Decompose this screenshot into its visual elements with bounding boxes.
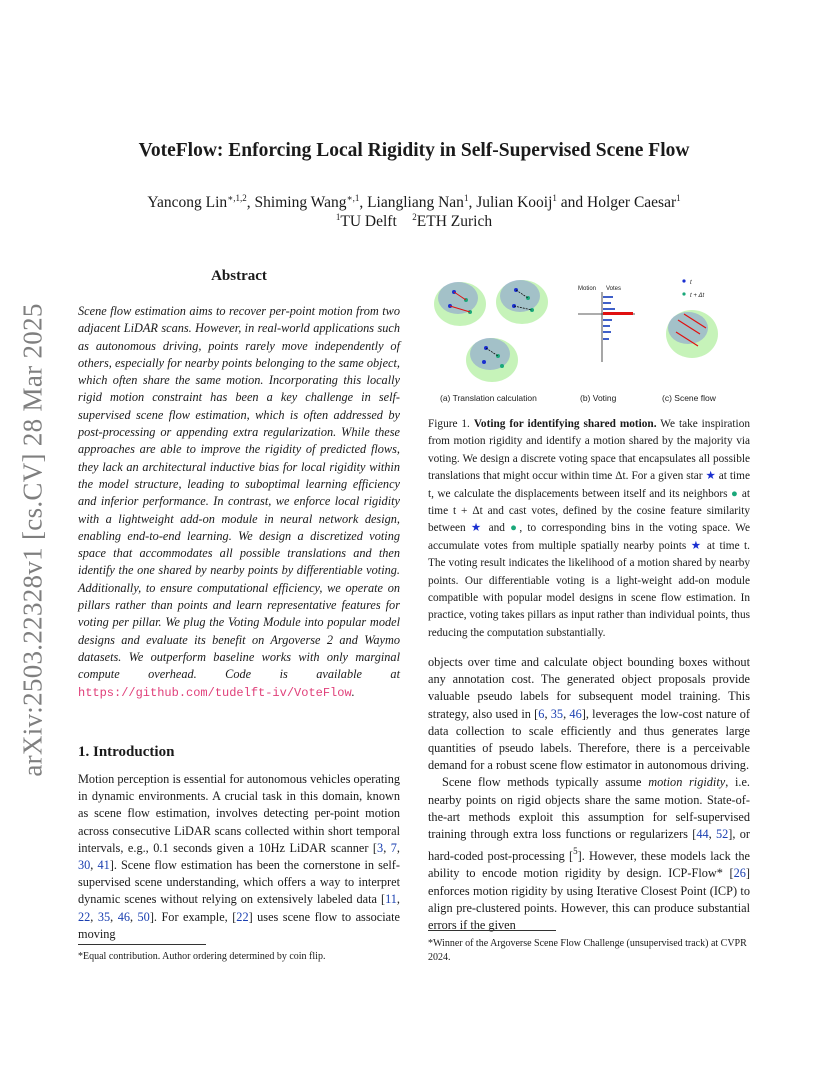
body-text: , (708, 827, 716, 842)
voting-header-motion: Motion (578, 286, 597, 292)
citation-link[interactable]: 11 (385, 892, 397, 907)
paragraph-motion-rigidity (428, 774, 750, 934)
green-dot-icon: ● (731, 487, 739, 500)
star-icon: ★ (690, 539, 703, 552)
body-text: , (396, 840, 400, 855)
abstract-body (78, 303, 400, 702)
body-text: ], leverages the low-cost nature of data collection to scale efficiently and thus generates large quantities of pseudo labels. Therefore, there is a perceivable demand for a robust scene flow estimator in autonomous driving. (428, 706, 750, 773)
citation-link[interactable]: 7 (390, 840, 397, 855)
code-link[interactable]: https://github.com/tudelft-iv/VoteFlow (78, 685, 352, 700)
star-icon: ★ (470, 522, 484, 535)
legend-t-plus-dt: t + Δt (690, 293, 705, 299)
emphasis: motion rigidity (648, 775, 726, 790)
subfigure-b-label: (b) Voting (580, 393, 617, 403)
introduction-body (78, 771, 400, 943)
caption-label: Figure 1. (428, 418, 470, 430)
figure-1 (430, 262, 750, 410)
body-text: ]. However, these models lack the ability to encode motion rigidity by design. ICP-Flow (428, 849, 750, 881)
arxiv-stamp-text: arXiv:2503.22328v1 [cs.CV] 28 Mar 2025 (17, 303, 48, 777)
body-text: ]. For example, [ (149, 909, 237, 924)
footnote-rule (428, 930, 556, 931)
abstract-end: . (351, 684, 355, 699)
author-separator: , (359, 194, 368, 211)
body-text: , (129, 909, 138, 924)
body-text: , (383, 840, 391, 855)
caption-text-2: at time t, we calculate the displacements between itself and its neighbors (428, 470, 750, 500)
author-separator: , (468, 194, 477, 211)
affiliations (0, 212, 828, 231)
section-heading-introduction: 1. Introduction (78, 744, 175, 760)
author-affiliation-mark: 1 (552, 193, 557, 203)
body-text: , i.e. nearby points on rigid objects share the same motion. State-of-the-art methods exploit this assumption for self-supervised training through extra loss functions or regularizers [ (428, 775, 751, 842)
body-text: Scene flow methods typically assume (442, 775, 649, 790)
legend-t: t (690, 280, 692, 286)
author-affiliation-mark: 1 (463, 193, 469, 203)
body-text: ], or hard-coded post-processing [ (428, 827, 750, 864)
right-column-body (428, 654, 750, 934)
body-text: ]. Scene flow estimation has been the cornerstone in self-supervised scene understanding, which offers a way to interpret dynamic scenes without relying on extensively labeled data [ (78, 858, 400, 907)
body-text: objects over time and calculate object bounding boxes without any annotation cost. The generated object proposals provide valuable pseudo labels for subsequent model training. This strategy, also used in [ (428, 655, 750, 721)
translation-cluster-3 (466, 338, 518, 382)
author-separator: , (246, 194, 255, 211)
author-name: Holger Caesar (587, 194, 677, 211)
paper-title: VoteFlow: Enforcing Local Rigidity in Self-Supervised Scene Flow (138, 140, 690, 161)
paragraph-pseudo-labels (428, 654, 750, 774)
citation-link[interactable]: 26 (733, 866, 746, 881)
body-text: ] uses scene flow to associate moving (78, 909, 400, 941)
star-icon: ★ (705, 470, 716, 483)
citation-link[interactable]: 46 (569, 706, 582, 721)
figure-1-graphic (430, 262, 750, 410)
caption-text-3: at time t + Δt and cast votes, defined by the cosine feature similarity between (428, 487, 750, 535)
affiliation-mark: 2 (412, 212, 417, 222)
citation-link[interactable]: 22 (236, 909, 249, 924)
caption-text-5: , to corresponding bins in the voting space. We accumulate votes from multiple spatially nearby points (428, 522, 750, 552)
body-text: , (396, 892, 400, 907)
author-name: Shiming Wang (254, 194, 347, 211)
citation-link[interactable]: 6 (538, 706, 545, 721)
body-text: , (90, 858, 98, 873)
scene-flow-panel (666, 279, 718, 358)
author-name: Liangliang Nan (367, 194, 464, 211)
body-text: [ (722, 866, 734, 881)
affiliation-mark: 1 (335, 212, 341, 222)
translation-cluster-2 (496, 280, 548, 324)
body-text: , (90, 909, 98, 924)
author-list (0, 193, 828, 212)
author-affiliation-mark: 1 (676, 193, 681, 203)
voting-panel (578, 286, 635, 362)
footnote-challenge-winner: *Winner of the Argoverse Scene Flow Challenge (unsupervised track) at CVPR 2024. (428, 938, 747, 963)
voting-header-votes: Votes (606, 286, 622, 292)
subfigure-c-label: (c) Scene flow (662, 393, 716, 403)
affiliation-name: TU Delft (340, 213, 397, 230)
citation-link[interactable]: 46 (117, 909, 130, 924)
citation-link[interactable]: 35 (550, 706, 564, 721)
citation-link[interactable]: 41 (97, 858, 110, 873)
author-name: Julian Kooij (476, 194, 553, 211)
body-text: Motion perception is essential for autonomous vehicles operating in dynamic environments. A crucial task in this domain, known as scene flow estimation, involves detecting per-point motion across consecutive LiDAR scans collected within short temporal intervals, e.g., 0.1 seconds given a 10Hz LiDAR scanner [ (78, 772, 400, 855)
caption-text-1: We take inspiration from motion rigidity and identify a motion shared by the majority via voting. We design a discrete voting space that encapsulates all possible translations that might occur within time Δt. For a given star (428, 418, 750, 483)
citation-link[interactable]: 52 (715, 827, 729, 842)
caption-title: Voting for identifying shared motion. (473, 418, 657, 430)
subfigure-a-label: (a) Translation calculation (440, 393, 537, 403)
translation-cluster-1 (434, 282, 486, 326)
footnote-mark: 5 (573, 846, 578, 857)
author-separator: and (556, 194, 588, 211)
citation-link[interactable]: 50 (137, 909, 150, 924)
body-text: , (544, 706, 551, 721)
caption-text-4: and (483, 522, 511, 535)
author-name: Yancong Lin (147, 194, 228, 211)
citation-link[interactable]: 30 (78, 858, 91, 873)
citation-link[interactable]: 35 (97, 909, 111, 924)
caption-text-6: at time t. The voting result indicates the likelihood of a motion shared by nearby points. Our differentiable voting is a light-weight add-on module compatible with popular model designs in scene flow estimation. In practice, voting takes pillars as input rather than individual points, thus reducing the computation substantially. (428, 539, 750, 639)
green-dot-icon: ● (510, 522, 520, 535)
citation-link[interactable]: 3 (377, 840, 384, 855)
figure-1-caption (428, 416, 750, 642)
body-text: , (563, 706, 570, 721)
author-affiliation-mark: ∗,1 (346, 193, 360, 203)
body-text: , (110, 909, 118, 924)
footnote-equal-contribution: *Equal contribution. Author ordering determined by coin flip. (78, 951, 326, 962)
citation-link[interactable]: 22 (78, 909, 91, 924)
abstract-heading: Abstract (211, 268, 267, 284)
footnote-rule (78, 944, 206, 945)
affiliation-gap (397, 213, 413, 230)
affiliation-name: ETH Zurich (416, 213, 493, 230)
abstract-text: Scene flow estimation aims to recover per-point motion from two adjacent LiDAR scans. However, in real-world applications such as autonomous driving, points rarely move independently of others, especially for nearby points belonging to the same object, which often share the same motion. Incorporating this locally rigid motion constraint has been a key challenge in self-supervised scene flow estimation, which is often addressed by post-processing or appending extra regularization. While these approaches are able to improve the rigidity of predicted flows, they lack an architectural inductive bias for local rigidity within the model structure, leading to suboptimal learning efficiency and inferior performance. In contrast, we enforce local rigidity with a lightweight add-on module in neural network design, enabling end-to-end learning. We design a discretized voting space that accommodates all possible translations and then identify the one shared by nearby points by differentiable voting. Additionally, to ensure computational efficiency, we operate on pillars rather than points and learn representative features for voting per pillar. We plug the Voting Module into popular model designs and evaluate its benefit on Argoverse 2 and Waymo datasets. We outperform baseline works with only marginal compute overhead. Code is available at (78, 304, 400, 682)
body-text: * (716, 866, 723, 881)
body-text: ] enforces motion rigidity by using Iterative Closest Point (ICP) to align pre-clustered points. However, this can produce substantial errors if the given (428, 866, 750, 933)
author-affiliation-mark: ∗,1,2 (227, 193, 247, 203)
citation-link[interactable]: 44 (696, 827, 709, 842)
